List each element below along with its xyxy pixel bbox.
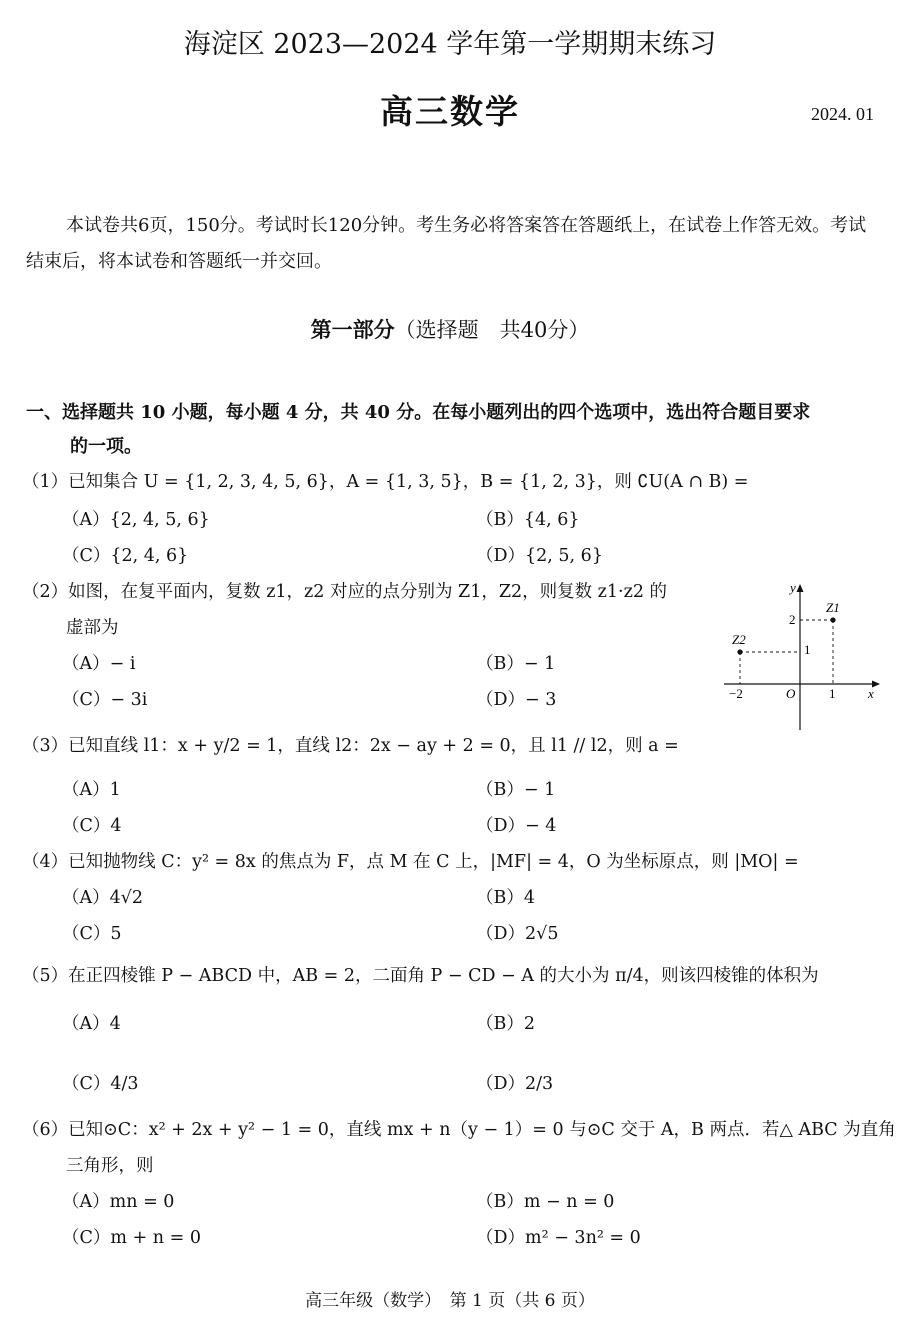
complex-plane-figure [718, 574, 888, 734]
z1-label: Z1 [826, 600, 840, 615]
q4-option-c: （C）5 [62, 924, 122, 944]
x-axis-label: x [868, 686, 874, 701]
q4-option-d: （D）2√5 [476, 924, 559, 944]
question-text: 已知抛物线 C：y² = 8x 的焦点为 F，点 M 在 C 上，|MF| = 4，O 为坐标原点，则 |MO| = [68, 852, 799, 872]
question-1 [22, 468, 748, 493]
question-number: （2） [22, 582, 69, 602]
y-axis-arrow [797, 584, 804, 592]
y-axis-label: y [790, 580, 796, 595]
question-text: 已知直线 l1：x + y/2 = 1，直线 l2：2x − ay + 2 = 0，且 l1 // l2，则 a = [68, 736, 679, 756]
q6-option-b: （B）m − n = 0 [476, 1192, 615, 1212]
question-4 [22, 848, 799, 873]
question-text: 在正四棱锥 P − ABCD 中，AB = 2，二面角 P − CD − A 的大小为 π/4，则该四棱锥的体积为 [68, 966, 819, 986]
q3-option-a: （A）1 [62, 780, 121, 800]
tick-label-x-minus-2: −2 [729, 686, 743, 701]
question-number: （1） [22, 472, 69, 492]
exam-date: 2024. 01 [811, 104, 874, 124]
question-2 [22, 578, 667, 603]
tick-label-x1: 1 [829, 686, 836, 701]
question-number: （6） [22, 1120, 69, 1140]
subject-title: 高三数学 [380, 92, 520, 131]
q3-option-d: （D）− 4 [476, 816, 557, 836]
q3-option-b: （B）− 1 [476, 780, 556, 800]
question-text: 已知集合 U = {1, 2, 3, 4, 5, 6}，A = {1, 3, 5}，B = {1, 2, 3}，则 ∁U(A ∩ B) = [68, 472, 749, 492]
q2-option-a: （A）− i [62, 654, 136, 674]
question-number: （3） [22, 736, 69, 756]
q6-text-line-2: 三角形，则 [66, 1156, 154, 1176]
question-number: （4） [22, 852, 69, 872]
q6-option-a: （A）mn = 0 [62, 1192, 175, 1212]
q6-option-d: （D）m² − 3n² = 0 [476, 1228, 641, 1248]
q5-option-b: （B）2 [476, 1014, 535, 1034]
tick-label-y1: 1 [804, 642, 811, 657]
question-6 [22, 1116, 896, 1141]
q1-option-a: （A）{2, 4, 5, 6} [62, 510, 210, 530]
q1-option-b: （B）{4, 6} [476, 510, 580, 530]
question-5 [22, 962, 819, 987]
part-heading [0, 314, 900, 344]
q2-option-b: （B）− 1 [476, 654, 556, 674]
q5-option-c: （C）4/3 [62, 1074, 139, 1094]
point-z2 [737, 649, 742, 654]
section-line-1: 一、选择题共 10 小题，每小题 4 分，共 40 分。在每小题列出的四个选项中，选出符合题目要求 [26, 402, 811, 423]
exam-title: 海淀区 2023—2024 学年第一学期期末练习 [183, 29, 717, 60]
part-name: 第一部分 [310, 317, 395, 342]
q1-option-c: （C）{2, 4, 6} [62, 546, 189, 566]
q4-option-a: （A）4√2 [62, 888, 144, 908]
q6-option-c: （C）m + n = 0 [62, 1228, 201, 1248]
question-text: 已知⊙C：x² + 2x + y² − 1 = 0，直线 mx + n（y − 1）= 0 与⊙C 交于 A，B 两点．若△ ABC 为直角 [68, 1120, 896, 1140]
question-text: 如图，在复平面内，复数 z1，z2 对应的点分别为 Z1，Z2，则复数 z1·z2 的 [68, 582, 668, 602]
q3-option-c: （C）4 [62, 816, 122, 836]
q1-option-d: （D）{2, 5, 6} [476, 546, 603, 566]
origin-label: O [786, 686, 796, 701]
q2-text-line-2: 虚部为 [66, 618, 119, 638]
question-3 [22, 732, 679, 757]
section-heading [26, 396, 878, 464]
section-line-2: 的一项。 [70, 436, 142, 457]
q2-option-d: （D）− 3 [476, 690, 557, 710]
q5-option-d: （D）2/3 [476, 1074, 554, 1094]
part-note: （选择题 共40分） [394, 318, 590, 342]
tick-label-y2: 2 [789, 612, 796, 627]
point-z1 [830, 617, 835, 622]
page-footer: 高三年级（数学） 第 1 页（共 6 页） [305, 1291, 595, 1311]
instructions: 本试卷共6页，150分。考试时长120分钟。考生务必将答案答在答题纸上，在试卷上作答无效。考试结束后，将本试卷和答题纸一并交回。 [26, 215, 867, 272]
question-number: （5） [22, 966, 69, 986]
z2-label: Z2 [732, 632, 746, 647]
q4-option-b: （B）4 [476, 888, 535, 908]
q2-option-c: （C）− 3i [62, 690, 148, 710]
q5-option-a: （A）4 [62, 1014, 121, 1034]
